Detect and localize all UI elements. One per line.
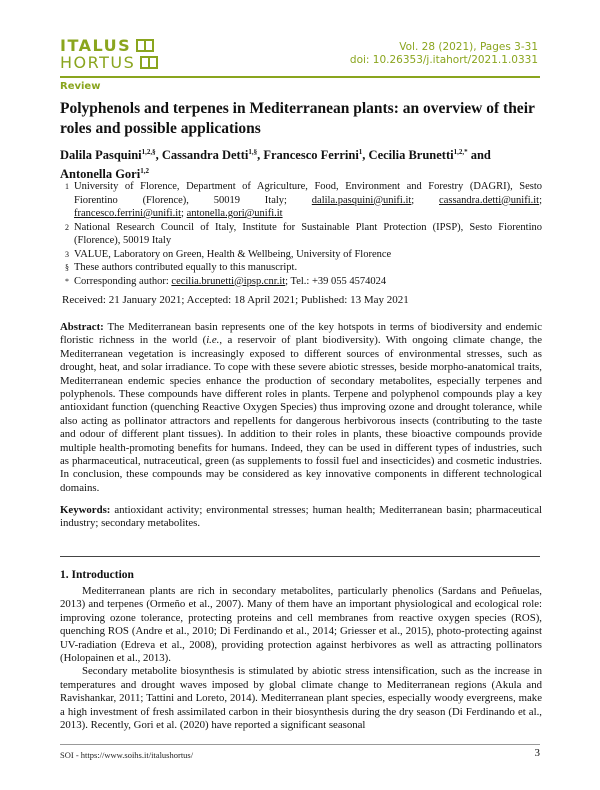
author-name: Cassandra Detti [161,148,249,163]
author-list: Dalila Pasquini$^{1,2,\S}$, Cassandra Detti$^{1,\S}$, Francesco Ferrini$^1$, Cecilia Brunetti$^{1,2,*}$ and Antonella Gori$^{1,2}$ [60,148,491,182]
affiliation-text: VALUE, Laboratory on Green, Health & Wellbeing, University of Florence [74,248,392,260]
affiliation-mark: 2 [65,222,69,232]
introduction-body [60,585,542,732]
publication-dates: Received: 21 January 2021; Accepted: 18 April 2021; Published: 13 May 2021 [62,294,409,306]
affiliation-mark: * [65,276,69,286]
email-link[interactable]: dalila.pasquini@unifi.it [311,194,412,206]
email-link[interactable]: cassandra.detti@unifi.it [439,194,540,206]
author-affil-sup: 1 [358,148,363,156]
author-name: Cecilia Brunetti [368,148,454,163]
keywords [60,504,542,531]
author-affil-sup: 1,2,§ [141,148,156,156]
journal-logo [60,37,158,71]
logo-text-1: ITALUS [60,36,132,55]
author-name: Antonella Gori [60,167,141,182]
page-number: 3 [534,747,540,759]
affiliation-list [60,180,542,288]
affiliation-text: National Research Council of Italy, Institute for Sustainable Plant Protection (IPSP), Sesto Fiorentino (Florence), 50019 Italy [74,221,542,246]
corresponding-author [60,275,542,289]
abstract-label: Abstract: [60,321,104,333]
affiliation-text: These authors contributed equally to this manuscript. [74,262,298,273]
author-affil-sup: 1,2 [140,167,149,176]
phone-text: ; Tel.: +39 055 4574024 [285,275,387,287]
author-affil-sup: 1,§ [248,148,258,156]
paragraph: Secondary metabolite biosynthesis is stimulated by abiotic stress intensification, such as the increase in temperatures and drought waves imposed by global climate change to Mediterranean regions (Akula and Ravishankar, 2011; Tattini and Loreto, 2014). Mediterranean plant species, especially woody evergreens, make a high investment of fresh assimilated carbon in their biosynthesis during the dry season (Di Ferdinando et al., 2013). Recently, Gori et al. (2020) have reported a significant seasonal [60,665,542,732]
paragraph: Mediterranean plants are rich in secondary metabolites, particularly phenolics (Sardans and Peñuelas, 2013) and terpenes (Ormeño et al., 2007). Many of them have an important physiological and ecological role: improving ozone tolerance, protecting proteins and cell membranes from reactive oxygen species (ROS), quenching ROS (Andre et al., 2010; Di Ferdinando et al., 2014; Griesser et al., 2015), photo-protecting against UV-radiation (Edreva et al., 2008), providing protection against herbivores as well as attracting pollinators (Holopainen et al., 2013). [60,585,542,665]
affiliation-item: 1 University of Florence, Department of Agriculture, Food, Environment and Forestry (DAGRI), Sesto Fiorentino (Florence), 50019 Italy; dalila.pasquini@unifi.it; cassandra.detti@unifi.it; francesco.ferrini@unifi.it; antonella.gori@unifi.it [60,180,542,221]
logo-text-2: HORTUS [60,53,136,72]
affiliation-mark: 1 [65,182,69,191]
affiliation-mark: § [65,263,69,272]
keywords-label: Keywords: [60,504,111,516]
affiliation-item [60,221,542,248]
footer-url[interactable]: SOI - https://www.soihs.it/italushortus/ [60,750,194,760]
affiliation-mark: 3 [65,249,69,259]
volume-info: Vol. 28 (2021), Pages 3-31 [399,41,538,53]
footer-rule [60,744,540,745]
abstract-text: The Mediterranean basin represents one of the key hotspots in terms of biodiversity and endemic floristic richness in the world ( [60,321,542,347]
email-link[interactable]: antonella.gori@unifi.it [186,208,283,219]
author-name: Dalila Pasquini [60,148,142,163]
abstract-ie: i.e. [206,334,220,347]
doi[interactable]: doi: 10.26353/j.itahort/2021.1.0331 [349,54,538,66]
author-name: Francesco Ferrini [263,148,359,163]
and-word: and [470,148,491,163]
affiliation-text: University of Florence, Department of Agriculture, Food, Environment and Forestry (DAGRI), Sesto Fiorentino (Florence), 50019 Italy; [74,181,542,206]
email-link[interactable]: cecilia.brunetti@ipsp.cnr.it [171,275,286,287]
email-link[interactable]: francesco.ferrini@unifi.it [74,208,182,219]
logo-mark-icon [136,39,154,52]
section-heading: 1. Introduction [60,569,134,581]
article-title: Polyphenols and terpenes in Mediterranean plants: an overview of their roles and possible applications [60,100,535,137]
corresponding-label: Corresponding author: [74,275,169,287]
logo-mark-icon [140,56,158,69]
section-divider [60,556,540,557]
affiliation-item [60,261,542,275]
article-type-label: Review [60,81,101,92]
author-affil-sup: 1,2,* [453,148,468,156]
header-rule [60,76,540,78]
abstract-text: , a reservoir of plant biodiversity). With ongoing climate change, the Mediterranean vegetation is increasingly exposed to different sources of environmental stresses, such as drought, heat, and solar irradiance. To cope with these severe abiotic stresses, beside morpho-anatomical traits, Mediterranean endemic species enhance the production of secondary metabolites, especially terpenes and polyphenols. These compounds have different roles in plants. Terpene and polyphenol compounds play a key antioxidant function (quenching Reactive Oxygen Species) thus improving ozone and drought tolerance, while also acting as pollinator attractors and repellents for dangerous herbivorous insects (contributing to the taste and odour of different plant tissues). In addition to their roles in plants, these bioactive compounds provide multiple health-promoting benefits for humans. Indeed, they can be used in different types of industries, such as pharmaceutical, nutraceutical, green (as supplements to fossil fuel and insecticides) and cosmetic industries. In conclusion, these compounds may be considered as key innovative components in different technological domains. [60,334,542,494]
abstract [60,321,542,495]
affiliation-item [60,248,542,262]
keywords-text: antioxidant activity; environmental stresses; human health; Mediterranean basin; pharmaceutical industry; secondary metabolites. [60,504,542,530]
journal-info [350,41,538,67]
